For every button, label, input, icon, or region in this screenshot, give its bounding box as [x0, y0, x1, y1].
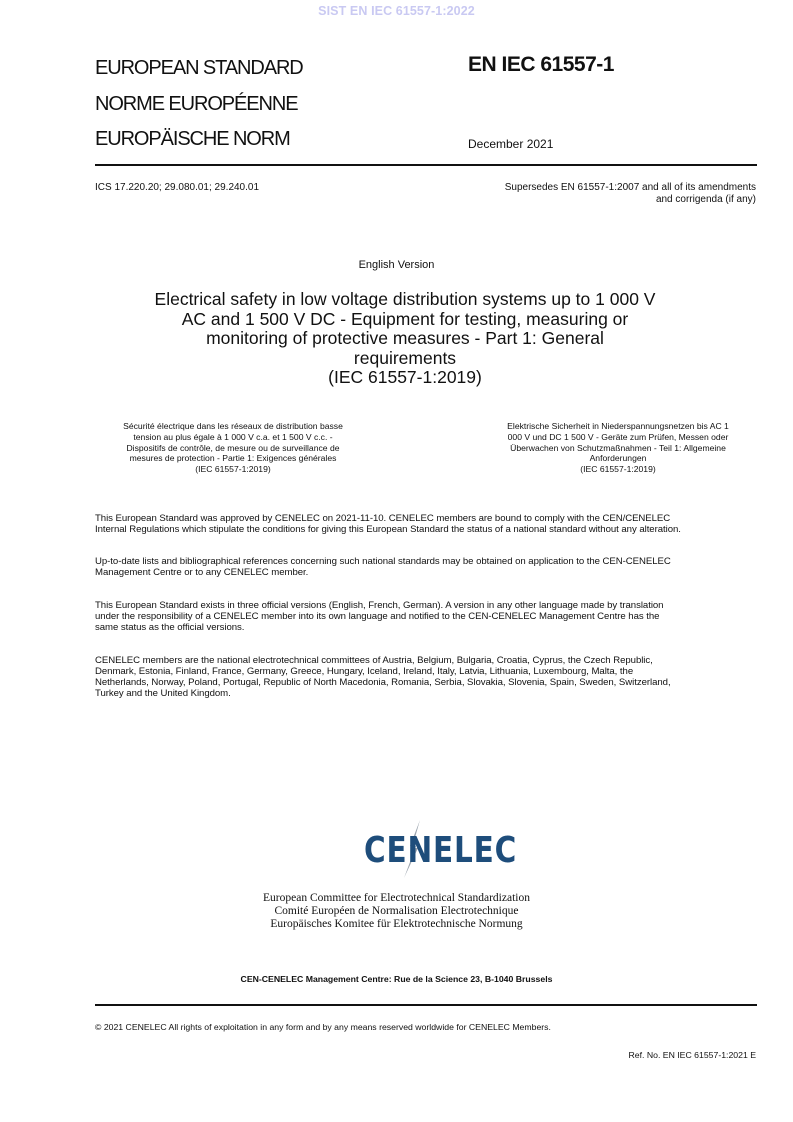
supersedes-note: [505, 182, 756, 205]
org-name-en: European Committee for Electrotechnical Standardization: [263, 892, 530, 904]
org-name-fr: Comité Européen de Normalisation Electrotechnique: [274, 905, 519, 917]
watermark: SIST EN IEC 61557-1:2022: [318, 4, 475, 18]
title-french: [90, 421, 376, 475]
title-line: (IEC 61557-1:2019): [195, 464, 271, 475]
versions-paragraph: [95, 600, 767, 633]
title-line: Überwachen von Schutzmaßnahmen - Teil 1: Allgemeine: [510, 442, 726, 453]
title-english: [140, 290, 670, 388]
ics-codes: ICS 17.220.20; 29.080.01; 29.240.01: [95, 182, 260, 193]
approval-paragraph: [95, 513, 767, 535]
paragraph-line: This European Standard exists in three official versions (English, French, German). A version in any other language made by translation: [95, 600, 664, 611]
members-paragraph: [95, 655, 767, 699]
title-line: requirements: [353, 347, 457, 368]
management-centre-address: CEN-CENELEC Management Centre: Rue de la Science 23, B-1040 Brussels: [240, 974, 553, 984]
publication-date: December 2021: [468, 137, 554, 151]
title-line: Sécurité électrique dans les réseaux de distribution basse: [123, 421, 343, 431]
paragraph-line: This European Standard was approved by CENELEC on 2021-11-10. CENELEC members are bound to comply with the CEN/CENELEC: [95, 513, 671, 524]
paragraph-line: Management Centre or to any CENELEC member.: [95, 567, 309, 578]
paragraph-line: Internal Regulations which stipulate the conditions for giving this European Standard the status of a national standard without any alteration.: [95, 524, 681, 535]
title-line: 000 V und DC 1 500 V - Geräte zum Prüfen, Messen oder: [507, 431, 729, 442]
reference-number: Ref. No. EN IEC 61557-1:2021 E: [628, 1050, 756, 1060]
footer-divider: [95, 1004, 757, 1006]
paragraph-line: Up-to-date lists and bibliographical references concerning such national standards may be obtained on application to the CEN-CENELEC: [95, 556, 671, 567]
logo-text: CENELEC: [364, 830, 518, 871]
paragraph-line: Netherlands, Norway, Poland, Portugal, Republic of North Macedonia, Romania, Serbia, Slovakia, Slovenia, Spain, Sweden, Switzerland,: [95, 677, 671, 688]
paragraph-line: Denmark, Estonia, Finland, France, Germany, Greece, Hungary, Iceland, Ireland, Italy, Latvia, Lithuania, Luxembourg, Malta, the: [95, 666, 634, 677]
standard-name-en: EUROPEAN STANDARD: [95, 57, 303, 79]
supersedes-line: Supersedes EN 61557-1:2007 and all of its amendments: [504, 182, 756, 193]
references-paragraph: [95, 556, 767, 578]
title-line: (IEC 61557-1:2019): [580, 464, 656, 475]
standard-name-fr: NORME EUROPÉENNE: [95, 93, 298, 115]
title-line: AC and 1 500 V DC - Equipment for testing, measuring or: [181, 308, 629, 329]
paragraph-line: Turkey and the United Kingdom.: [95, 688, 231, 699]
standard-number: EN IEC 61557-1: [468, 53, 614, 76]
paragraph-line: under the responsibility of a CENELEC member into its own language and notified to the CEN-CENELEC Management Centre has the: [95, 611, 660, 622]
paragraph-line: CENELEC members are the national electrotechnical committees of Austria, Belgium, Bulgaria, Croatia, Cyprus, the Czech Republic,: [95, 655, 653, 666]
standard-name-de: EUROPÄISCHE NORM: [95, 128, 290, 150]
title-line: Elektrische Sicherheit in Niederspannungsnetzen bis AC 1: [507, 421, 729, 431]
title-line: Dispositifs de contrôle, de mesure ou de surveillance de: [126, 442, 340, 453]
org-name-de: Europäisches Komitee für Elektrotechnische Normung: [270, 918, 523, 930]
title-line: tension au plus égale à 1 000 V c.a. et 1 500 V c.c. -: [133, 431, 333, 442]
english-version-label: English Version: [358, 259, 435, 271]
copyright-notice: © 2021 CENELEC All rights of exploitation in any form and by any means reserved worldwide for CENELEC Members.: [95, 1022, 551, 1032]
title-line: mesures de protection - Partie 1: Exigences générales: [129, 453, 337, 464]
title-line: monitoring of protective measures - Part 1: General: [206, 328, 604, 349]
supersedes-line: and corrigenda (if any): [655, 193, 756, 205]
title-line: Electrical safety in low voltage distribution systems up to 1 000 V: [154, 289, 656, 309]
organization-names: [0, 892, 793, 931]
title-line: Anforderungen: [589, 453, 647, 464]
cenelec-logo: [360, 818, 518, 878]
header-divider: [95, 164, 757, 166]
paragraph-line: same status as the official versions.: [95, 622, 245, 633]
title-line: (IEC 61557-1:2019): [328, 367, 482, 388]
title-german: [465, 421, 771, 475]
